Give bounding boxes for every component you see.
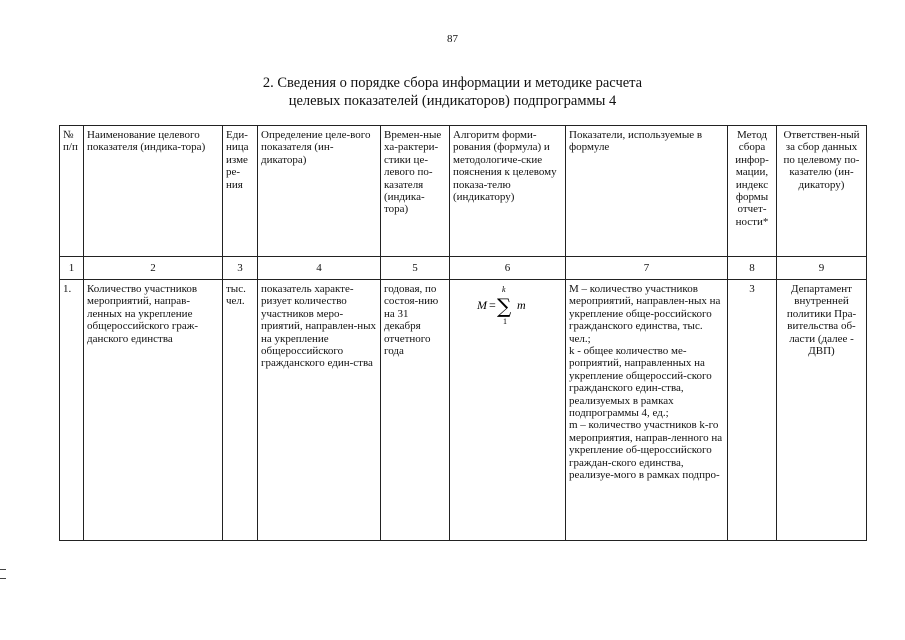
formula-indicators: M – количество участников мероприятий, направлен-ных на укрепление обще-российского гражданского единства, тыс. чел.; k - общее количество ме-роприятий, направленных на укрепление общероссий-ского гражданского един-ства, реализуемых в рамках подпрограммы 4, ед.; m – количество участников k-го мероприятия, направ-ленного на укрепление об-щероссийского граждан-ского единства, реализуе-мого в рамках подпро-: [566, 280, 728, 541]
row-number: 1.: [60, 280, 84, 541]
sum-formula: [473, 283, 543, 329]
column-number: 4: [258, 257, 381, 280]
header-cell: Метод сбора инфор-мации, индекс формы отчет-ности*: [728, 126, 777, 257]
formula-upper: k: [501, 285, 506, 294]
indicator-definition: показатель характе-ризует количество участников меро-приятий, направлен-ных на укрепление общероссийского гражданского един-ства: [258, 280, 381, 541]
time-characteristics: годовая, по состоя-нию на 31 декабря отчетного года: [381, 280, 450, 541]
title-line-1: 2. Сведения о порядке сбора информации и методике расчета: [262, 75, 643, 91]
column-number: 3: [223, 257, 258, 280]
column-number: 1: [60, 257, 84, 280]
title-line-2: целевых показателей (индикаторов) подпрограммы 4: [288, 93, 617, 109]
header-cell: Ответствен-ный за сбор данных по целевому по-казателю (ин-дикатору): [777, 126, 867, 257]
page-number: 87: [447, 33, 458, 45]
margin-mark: [0, 569, 6, 570]
indicator-name: Количество участников мероприятий, направ-ленных на укрепление общероссийского граж-данского единства: [84, 280, 223, 541]
responsible-party: Департамент внутренней политики Пра-вительства об-ласти (далее - ДВП): [777, 280, 867, 541]
column-number: 7: [566, 257, 728, 280]
header-cell: Еди-ница изме ре-ния: [223, 126, 258, 257]
header-cell: Времен-ные ха-рактери-стики це-левого по-казателя (индика-тора): [381, 126, 450, 257]
formula-cell: [450, 280, 566, 541]
column-number-row: [60, 257, 867, 280]
header-cell: Определение целе-вого показателя (ин-дикатора): [258, 126, 381, 257]
formula-eq: =: [488, 298, 496, 312]
table-header-row: [60, 126, 867, 257]
header-cell: Алгоритм форми-рования (формула) и методологиче-ские пояснения к целевому показа-телю (индикатору): [450, 126, 566, 257]
column-number: 8: [728, 257, 777, 280]
column-number: 9: [777, 257, 867, 280]
collection-method: 3: [728, 280, 777, 541]
formula-sum: ∑: [496, 294, 511, 318]
header-cell: № п/п: [60, 126, 84, 257]
header-cell: Показатели, используемые в формуле: [566, 126, 728, 257]
formula-lhs: M: [476, 298, 487, 312]
document-title: [0, 74, 905, 110]
column-number: 6: [450, 257, 566, 280]
formula-lower: 1: [502, 317, 507, 326]
formula-term: m: [516, 298, 526, 312]
header-cell: Наименование целевого показателя (индика-тора): [84, 126, 223, 257]
column-number: 2: [84, 257, 223, 280]
indicators-table: [59, 125, 867, 541]
unit: тыс. чел.: [223, 280, 258, 541]
table-row: [60, 280, 867, 541]
column-number: 5: [381, 257, 450, 280]
margin-mark: [0, 578, 6, 579]
